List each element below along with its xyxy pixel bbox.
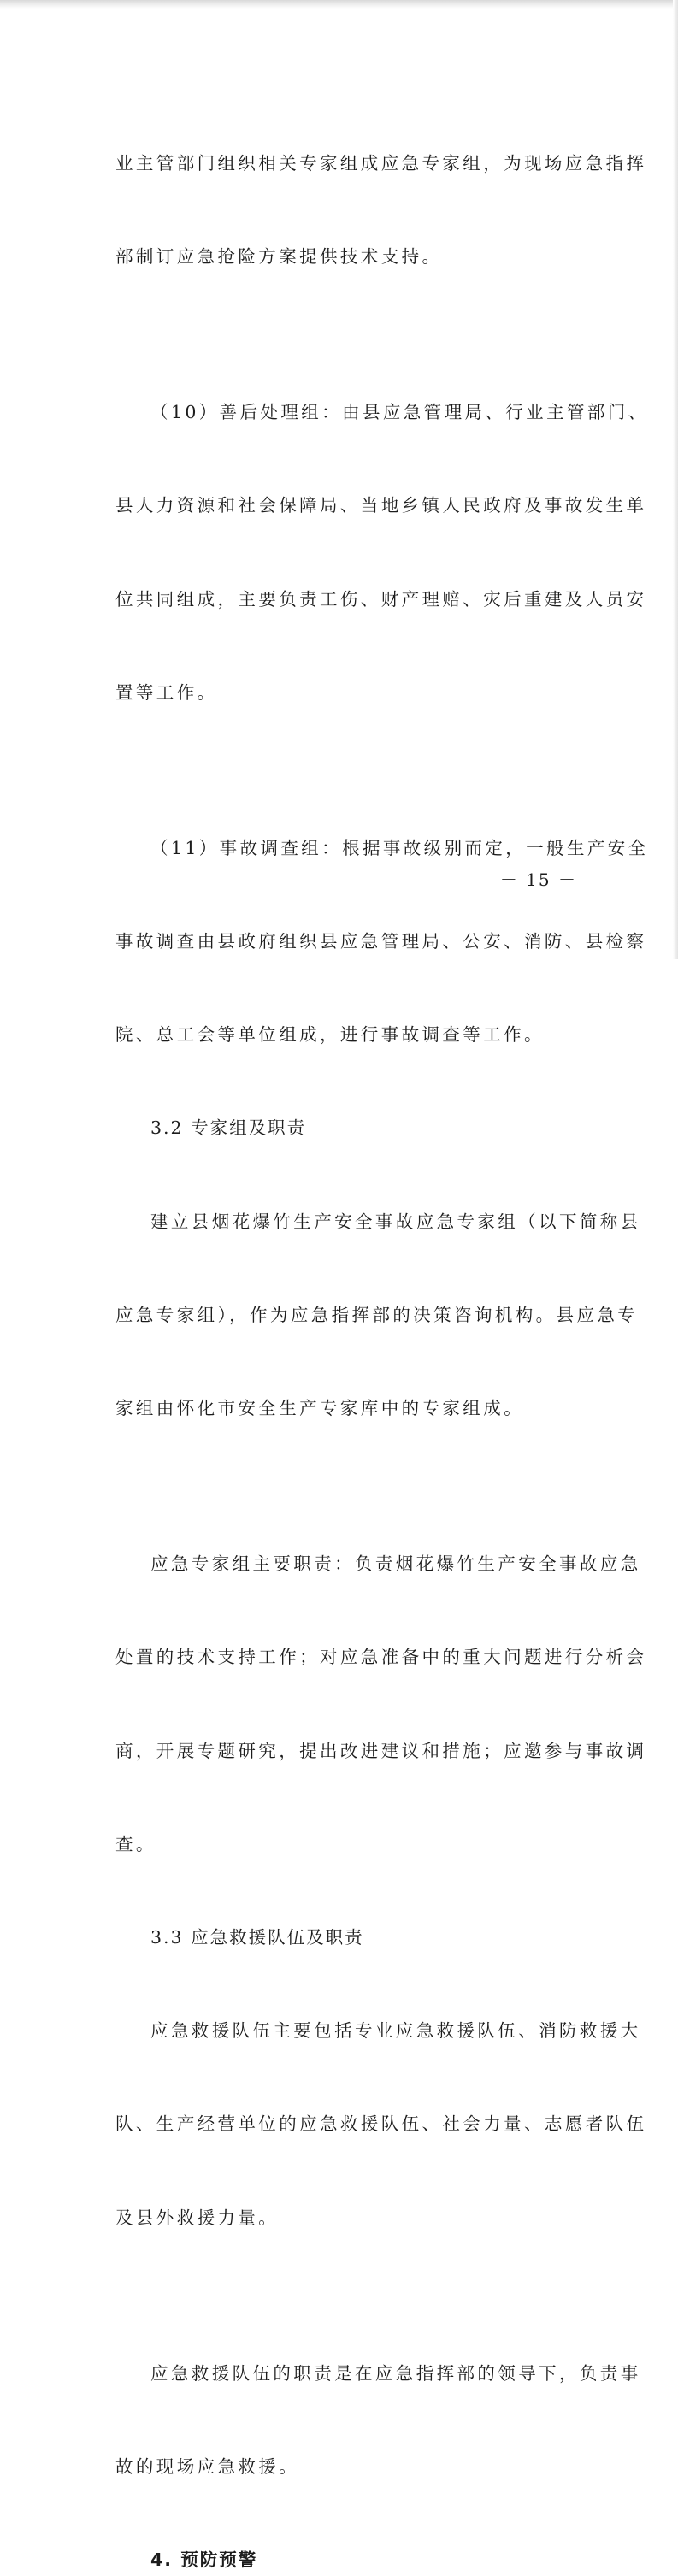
scan-edge-right	[673, 0, 678, 959]
text-line: 业主管部门组织相关专家组成应急专家组，为现场应急指挥	[115, 152, 647, 174]
text-line: （11）事故调查组：根据事故级别而定，一般生产安全	[150, 837, 649, 858]
document-body	[115, 85, 649, 2576]
text-line: 应急专家组主要职责：负责烟花爆竹生产安全事故应急	[150, 1553, 641, 1575]
text-line: 队、生产经营单位的应急救援队伍、社会力量、志愿者队伍	[115, 2113, 647, 2135]
text-line: 商，开展专题研究，提出改进建议和措施；应邀参与事故调	[115, 1740, 647, 1761]
paragraph-expert-group-continuation	[115, 85, 647, 334]
paragraph-rescue-teams-duties	[115, 2296, 641, 2544]
text-line: 应急专家组），作为应急指挥部的决策咨询机构。县应急专	[115, 1304, 639, 1325]
section-heading-4: 4. 预防预警	[150, 2549, 258, 2571]
text-line: 置等工作。	[115, 681, 218, 703]
text-line: 查。	[115, 1833, 156, 1854]
text-line: 及县外救援力量。	[115, 2207, 280, 2228]
text-line: 建立县烟花爆竹生产安全事故应急专家组（以下简称县	[150, 1211, 641, 1232]
paragraph-expert-group-establish	[115, 1144, 641, 1486]
text-line: （10）善后处理组：由县应急管理局、行业主管部门、	[150, 402, 649, 423]
paragraph-rescue-teams-composition	[115, 1953, 647, 2295]
page-number: － 15 －	[499, 869, 577, 890]
scan-edge-top	[0, 0, 678, 9]
section-heading-3-3: 3.3 应急救援队伍及职责	[150, 1926, 364, 1948]
paragraph-investigation-group	[115, 770, 649, 1112]
text-line: 县人力资源和社会保障局、当地乡镇人民政府及事故发生单	[115, 495, 647, 516]
text-line: 事故调查由县政府组织县应急管理局、公安、消防、县检察	[115, 930, 647, 952]
paragraph-aftermath-group	[115, 334, 649, 770]
paragraph-expert-group-duties	[115, 1486, 647, 1922]
text-line: 家组由怀化市安全生产专家库中的专家组成。	[115, 1398, 524, 1419]
text-line: 处置的技术支持工作；对应急准备中的重大问题进行分析会	[115, 1647, 647, 1668]
text-line: 部制订应急抢险方案提供技术支持。	[115, 246, 443, 268]
text-line: 院、总工会等单位组成，进行事故调查等工作。	[115, 1024, 545, 1046]
text-line: 故的现场应急救援。	[115, 2455, 300, 2477]
section-heading-3-2: 3.2 专家组及职责	[150, 1117, 307, 1139]
text-line: 应急救援队伍的职责是在应急指挥部的领导下，负责事	[150, 2362, 641, 2384]
text-line: 位共同组成，主要负责工伤、财产理赔、灾后重建及人员安	[115, 588, 647, 610]
text-line: 应急救援队伍主要包括专业应急救援队伍、消防救援大	[150, 2020, 641, 2042]
